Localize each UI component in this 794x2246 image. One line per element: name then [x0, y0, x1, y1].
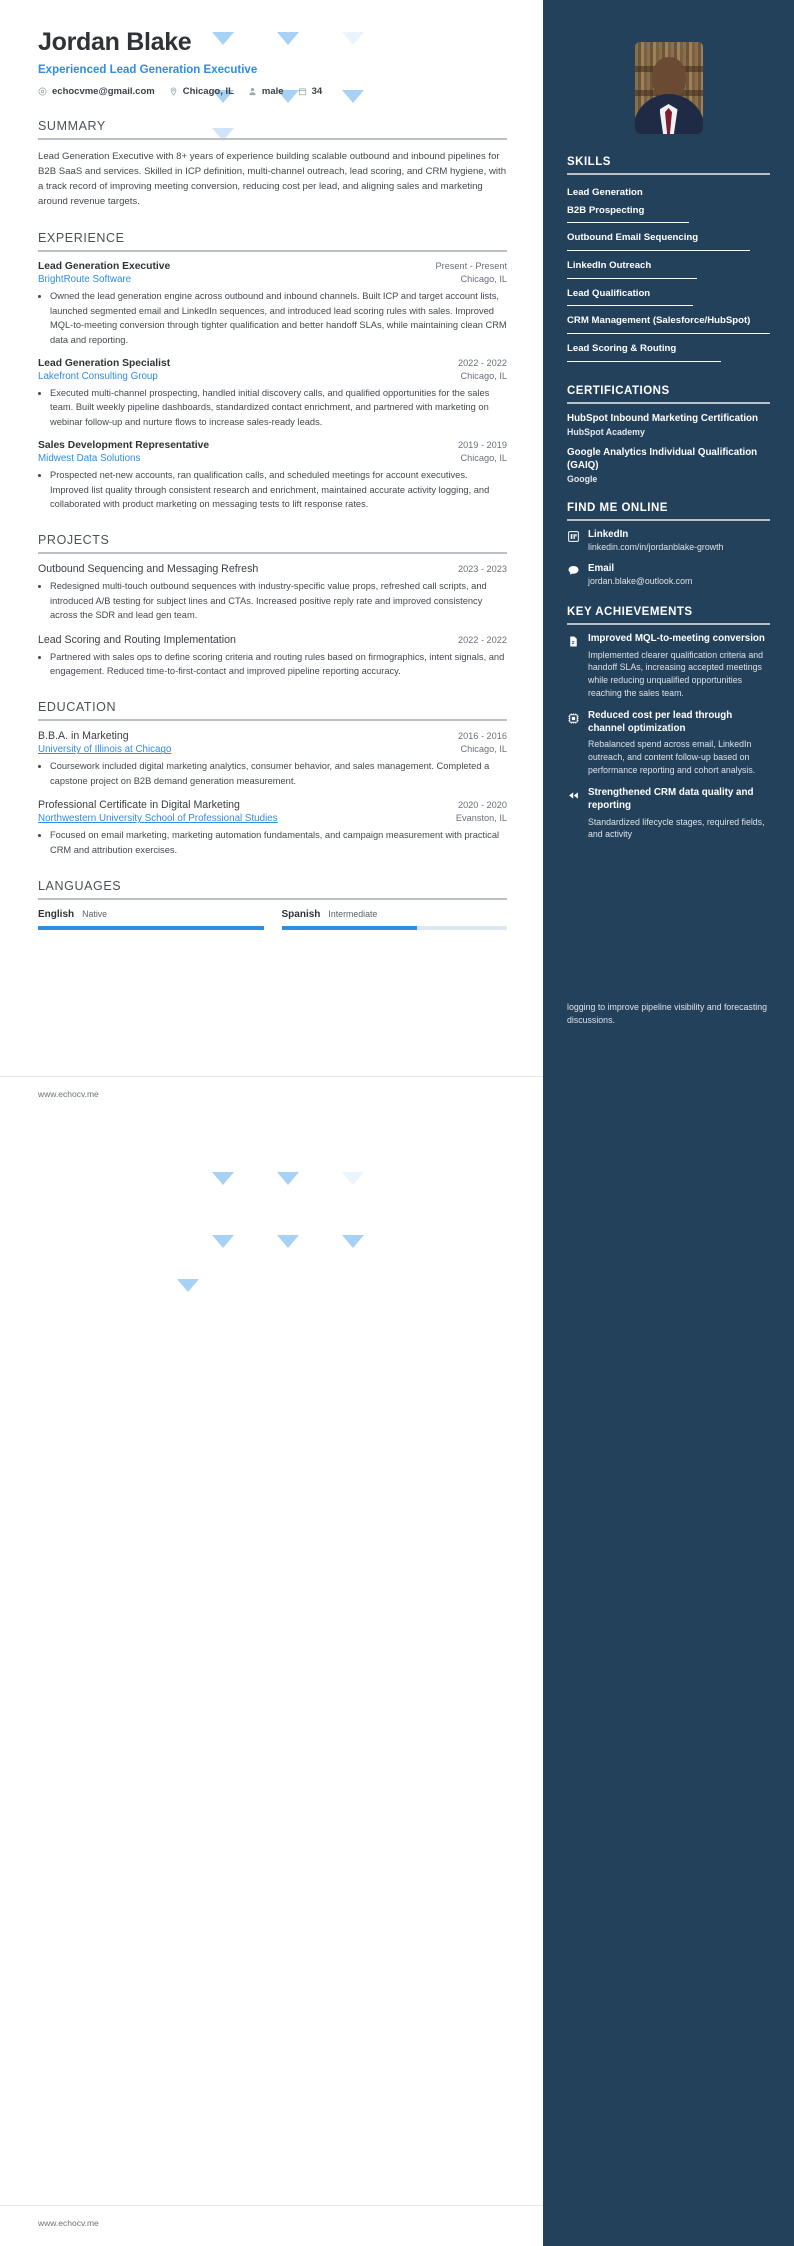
list-item: • Executed multi-channel prospecting, handled initial discovery calls, and qualified opportunities for the sales team. Built weekly pipeline dashboards, standardized contact enrichment, and partnered with marketing on webinar follow-up and nurture flows to increase sales-ready leads. [50, 386, 507, 429]
experience-date: 2022 - 2022 [457, 358, 507, 368]
certification-name: Google Analytics Individual Qualification (GAIQ) [567, 446, 758, 471]
language-level: Intermediate [328, 909, 378, 920]
achievement-title: Reduced cost per lead through channel optimization [588, 709, 733, 734]
achievement-item [567, 633, 770, 700]
education-entry [38, 799, 507, 857]
experience-bullets [50, 289, 507, 347]
education-degree: B.B.A. in Marketing [38, 730, 129, 743]
language-name: Spanish [281, 909, 321, 921]
sidebar-spacer [567, 851, 770, 1001]
divider [38, 552, 507, 554]
experience-role: Lead Generation Specialist [38, 358, 171, 369]
experience-role: Sales Development Representative [38, 440, 210, 452]
education-date: 2020 - 2020 [457, 800, 507, 811]
section-find-me-online [567, 502, 770, 588]
education-location: Evanston, IL [455, 813, 507, 824]
online-link-value[interactable]: jordan.blake@outlook.com [588, 575, 693, 586]
section-education-title: EDUCATION [38, 700, 117, 715]
project-name: Outbound Sequencing and Messaging Refresh [38, 563, 259, 576]
experience-entry [38, 440, 507, 511]
online-link-value[interactable]: linkedin.com/in/jordanblake-growth [588, 541, 724, 552]
skill-underline [567, 333, 770, 334]
section-projects [38, 533, 507, 678]
experience-company[interactable]: Lakefront Consulting Group [38, 371, 158, 382]
section-skills [567, 156, 770, 367]
calendar-icon [298, 87, 307, 96]
language-name: English [38, 909, 75, 921]
skill-item [567, 201, 770, 229]
education-entry [38, 730, 507, 788]
contact-gender [248, 86, 284, 97]
language-level: Native [82, 909, 108, 920]
professional-headline: Experienced Lead Generation Executive [38, 63, 258, 76]
experience-date: Present - Present [435, 261, 507, 272]
achievement-title: Improved MQL-to-meeting conversion [588, 632, 765, 644]
experience-bullets [50, 468, 507, 511]
language-item [38, 909, 264, 930]
education-bullets [50, 828, 507, 857]
footer-url[interactable]: www.echocv.me [38, 1089, 99, 1099]
section-find-me-online-title: FIND ME ONLINE [567, 501, 668, 514]
achievement-item [567, 787, 770, 841]
online-link-item[interactable] [567, 529, 770, 554]
section-certifications [567, 385, 770, 484]
divider [38, 719, 507, 721]
resume-sheet-1 [0, 0, 794, 1117]
achievement-title: Strengthened CRM data quality and reporting [588, 786, 754, 811]
divider [38, 898, 507, 900]
skill-label: LinkedIn Outreach [567, 259, 652, 271]
skill-label: Lead Scoring & Routing [567, 342, 677, 354]
contact-row [38, 86, 507, 97]
divider [0, 2205, 543, 2206]
certification-issuer: Google [567, 473, 598, 484]
education-date: 2016 - 2016 [457, 731, 507, 742]
section-key-achievements [567, 606, 770, 1027]
chip-icon [567, 712, 580, 725]
section-summary [38, 119, 507, 210]
skill-underline [567, 250, 750, 251]
skill-label: Outbound Email Sequencing [567, 232, 699, 244]
skill-item [567, 339, 770, 367]
language-progress-bar [38, 926, 264, 930]
online-link-label: LinkedIn [588, 528, 629, 540]
sidebar [543, 0, 794, 1117]
achievement-description: Standardized lifecycle stages, required fields, and activity [588, 816, 765, 840]
skill-item [567, 284, 770, 312]
person-icon [248, 87, 257, 96]
achievement-overflow-text: logging to improve pipeline visibility and forecasting discussions. [567, 1002, 767, 1025]
experience-company[interactable]: Midwest Data Solutions [38, 453, 141, 465]
contact-location-text: Chicago, IL [182, 85, 234, 97]
education-degree: Professional Certificate in Digital Marketing [38, 799, 240, 812]
education-school[interactable]: Northwestern University School of Professional Studies [38, 813, 278, 825]
contact-gender-text: male [261, 85, 284, 97]
divider [38, 250, 507, 252]
project-date: 2023 - 2023 [457, 564, 507, 575]
section-key-achievements-title: KEY ACHIEVEMENTS [567, 605, 693, 618]
contact-age-text: 34 [311, 85, 323, 97]
language-item [282, 909, 508, 930]
language-progress-fill [38, 926, 264, 930]
at-icon [38, 87, 47, 96]
skill-underline [567, 305, 693, 306]
language-progress-fill [282, 926, 417, 930]
page-title: Jordan Blake [38, 28, 192, 56]
divider [567, 519, 770, 521]
education-bullets [50, 759, 507, 788]
list-item: • Focused on email marketing, marketing automation fundamentals, and campaign measurement with practical CRM and attribution exercises. [50, 828, 507, 857]
certification-item [567, 412, 770, 437]
section-experience [38, 231, 507, 511]
avatar [635, 42, 703, 134]
list-item: • Redesigned multi-touch outbound sequences with industry-specific value props, refreshed call scripts, and introduced A/B testing for subject lines and CTAs. Increased positive reply rate and improved consistency across the SDR and lead gen team. [50, 579, 507, 622]
skill-label: CRM Management (Salesforce/HubSpot) [567, 315, 751, 327]
skill-item [567, 183, 770, 201]
footer-url[interactable]: www.echocv.me [38, 2218, 99, 2228]
section-certifications-title: CERTIFICATIONS [567, 384, 670, 397]
summary-text: Lead Generation Executive with 8+ years of experience building scalable outbound and inbound pipelines for B2B SaaS and services. Skilled in ICP definition, multi-channel outreach, lead scoring, and CRM hygiene, with a track record of improving meeting conversion, reducing cost per lead, and aligning sales and marketing around revenue targets. [38, 150, 507, 208]
achievement-item [567, 710, 770, 777]
contact-email-text: echocvme@gmail.com [52, 85, 155, 97]
project-bullets [50, 579, 507, 622]
skill-label: Lead Generation [567, 187, 643, 198]
project-date: 2022 - 2022 [457, 634, 507, 645]
sidebar-page2 [543, 1117, 794, 2246]
online-link-item[interactable] [567, 563, 770, 588]
project-name: Lead Scoring and Routing Implementation [38, 633, 236, 646]
experience-company[interactable]: BrightRoute Software [38, 274, 132, 286]
skill-item [567, 311, 770, 339]
experience-role: Lead Generation Executive [38, 261, 171, 273]
certification-issuer: HubSpot Academy [567, 426, 645, 437]
education-school[interactable]: University of Illinois at Chicago [38, 744, 172, 756]
certification-item [567, 446, 770, 484]
section-experience-title: EXPERIENCE [38, 231, 125, 246]
divider [567, 623, 770, 625]
rewind-icon [567, 789, 580, 802]
experience-entry [38, 261, 507, 347]
experience-entry [38, 358, 507, 429]
main-content-column [0, 0, 543, 1117]
experience-location: Chicago, IL [460, 274, 507, 285]
divider [567, 173, 770, 175]
languages-grid [38, 909, 507, 930]
project-entry [38, 563, 507, 622]
document-badge-icon [567, 635, 580, 648]
section-summary-title: SUMMARY [38, 118, 106, 133]
linkedin-icon [567, 530, 580, 543]
section-languages [38, 879, 507, 930]
divider [567, 402, 770, 404]
achievement-description: Rebalanced spend across email, LinkedIn outreach, and content follow-up based on performance reporting and cohort analysis. [588, 739, 756, 775]
language-progress-bar [282, 926, 508, 930]
list-item: • Partnered with sales ops to define scoring criteria and routing rules based on firmographics, intent signals, and engagement. Reduced time-to-first-contact and improved pipeline reporting accuracy. [50, 650, 507, 679]
list-item: • Coursework included digital marketing analytics, consumer behavior, and sales management. Completed a capstone project on B2B demand generation measurement. [50, 759, 507, 788]
experience-date: 2019 - 2019 [457, 440, 507, 451]
section-projects-title: PROJECTS [38, 533, 110, 548]
experience-location: Chicago, IL [460, 453, 507, 464]
list-item: • Prospected net-new accounts, ran qualification calls, and scheduled meetings for account executives. Improved list quality through consistent research and enrichment, maintained accurate activity logging, and collaborated with product marketing on messaging tests to lift response rates. [50, 468, 507, 511]
education-location: Chicago, IL [460, 744, 507, 755]
experience-bullets [50, 386, 507, 429]
certification-name: HubSpot Inbound Marketing Certification [567, 412, 759, 424]
skill-item [567, 256, 770, 284]
section-languages-title: LANGUAGES [38, 879, 122, 894]
divider [38, 138, 507, 140]
skill-label: Lead Qualification [567, 287, 651, 299]
contact-age [298, 86, 323, 97]
skill-underline [567, 361, 721, 362]
resume-sheet-2 [0, 1117, 794, 2246]
divider [0, 1076, 543, 1077]
project-bullets [50, 650, 507, 679]
contact-email [38, 86, 155, 97]
experience-location: Chicago, IL [460, 371, 507, 381]
list-item: • Owned the lead generation engine across outbound and inbound channels. Built ICP and target account lists, launched segmented email and LinkedIn sequences, and introduced lead scoring rules with sales. Improved MQL-to-meeting conversion through tighter qualification and better handoff SLAs, while maintaining clean CRM data and reporting. [50, 289, 507, 347]
skill-label: B2B Prospecting [567, 204, 645, 216]
skill-underline [567, 278, 697, 279]
skill-item [567, 228, 770, 256]
project-entry [38, 634, 507, 679]
location-pin-icon [169, 87, 178, 96]
contact-location [169, 86, 234, 97]
online-link-label: Email [588, 562, 615, 574]
section-education [38, 700, 507, 857]
main-content-column-page2 [0, 1117, 543, 2246]
skill-underline [567, 222, 689, 223]
achievement-description: Implemented clearer qualification criteria and handoff SLAs, increasing accepted meetings while reducing unqualified opportunities reaching the sales team. [588, 649, 764, 698]
email-chat-icon [567, 564, 580, 577]
section-skills-title: SKILLS [567, 156, 611, 168]
